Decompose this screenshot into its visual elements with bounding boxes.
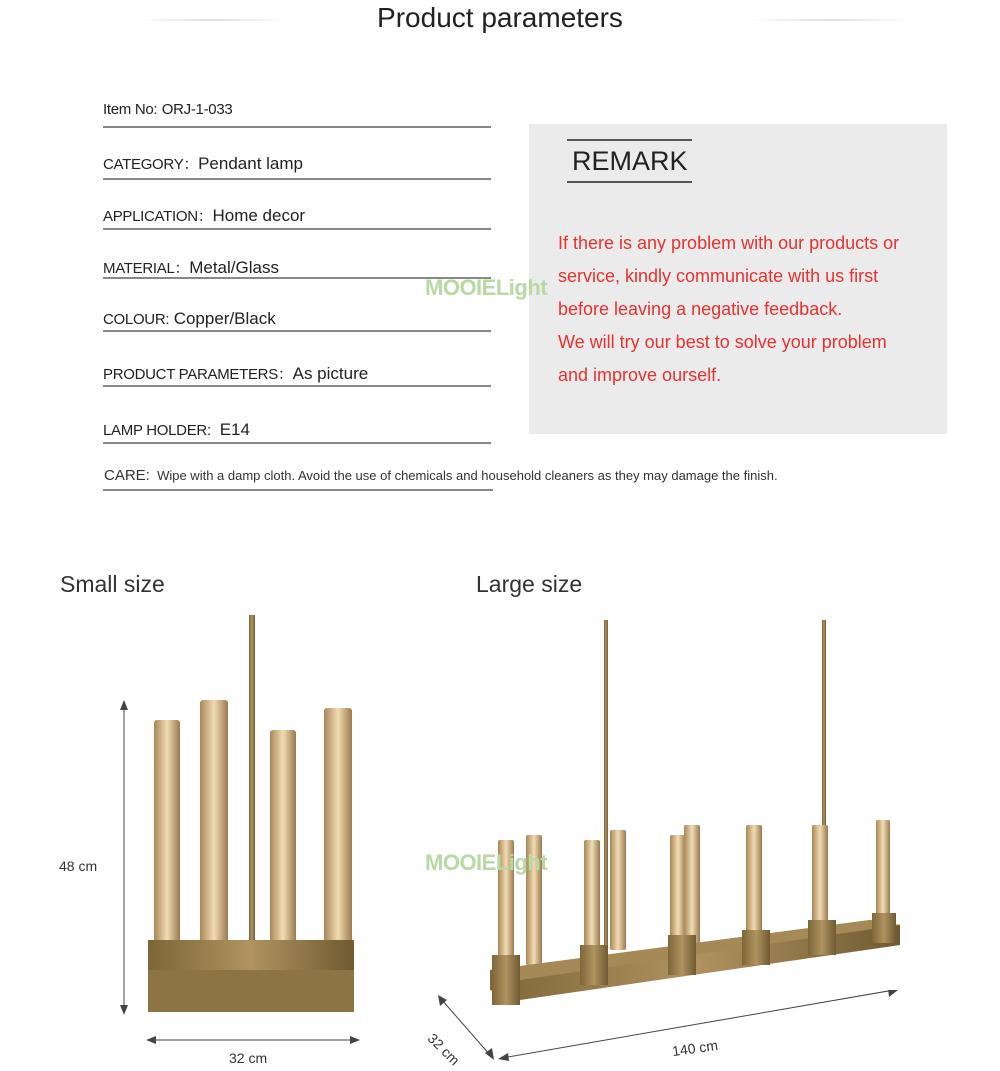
title-decoration-right: [750, 19, 910, 21]
param-key: PRODUCT PARAMETERS：: [103, 366, 293, 383]
param-value: Metal/Glass: [189, 258, 279, 277]
param-key: APPLICATION：: [103, 208, 213, 225]
watermark-logo-2: MOOIELight: [425, 850, 548, 875]
remark-title: REMARK: [567, 139, 692, 183]
param-key: Item No:: [103, 101, 158, 118]
remark-line: We will try our best to solve your problem: [558, 332, 887, 352]
care-text: [104, 467, 778, 484]
watermark-logo: MOOIELight: [425, 275, 548, 300]
small-size-label: Small size: [60, 571, 165, 597]
large-depth-label: 32 cm: [424, 1030, 463, 1069]
param-value: As picture: [292, 364, 369, 383]
param-value: Home decor: [212, 206, 306, 225]
remark-text: [558, 227, 948, 392]
large-dimension-arrows: [430, 990, 910, 1070]
param-key: LAMP HOLDER:: [103, 422, 211, 439]
large-size-label: Large size: [476, 571, 583, 597]
care-value: Wipe with a damp cloth. Avoid the use of chemicals and household cleaners as they may damage the finish.: [157, 468, 778, 483]
param-value: ORJ-1-033: [161, 101, 233, 118]
remark-line: If there is any problem with our products or: [558, 233, 900, 253]
small-width-label: 32 cm: [229, 1050, 268, 1066]
page-title: Product parameters: [377, 2, 623, 33]
param-key: CATEGORY：: [103, 156, 199, 173]
remark-line: and improve ourself.: [558, 365, 722, 385]
param-value: Pendant lamp: [198, 154, 303, 173]
remark-line: before leaving a negative feedback.: [558, 299, 843, 319]
param-colour: [103, 309, 491, 332]
param-product-parameters: [103, 363, 491, 387]
param-application: [103, 205, 491, 230]
param-value: Copper/Black: [173, 309, 276, 328]
small-dimension-arrows: [110, 700, 380, 1060]
care-divider: [103, 489, 493, 491]
param-lamp-holder: [103, 420, 491, 444]
param-category: [103, 153, 491, 180]
param-key: MATERIAL：: [103, 260, 190, 277]
param-key: COLOUR:: [103, 311, 170, 328]
care-key: CARE:: [104, 467, 150, 484]
title-decoration-left: [140, 19, 285, 21]
param-item-no: [103, 101, 491, 128]
remark-line: service, kindly communicate with us first: [558, 266, 879, 286]
param-value: E14: [219, 420, 250, 439]
small-height-label: 48 cm: [59, 858, 98, 874]
large-length-label: 140 cm: [671, 1036, 719, 1060]
